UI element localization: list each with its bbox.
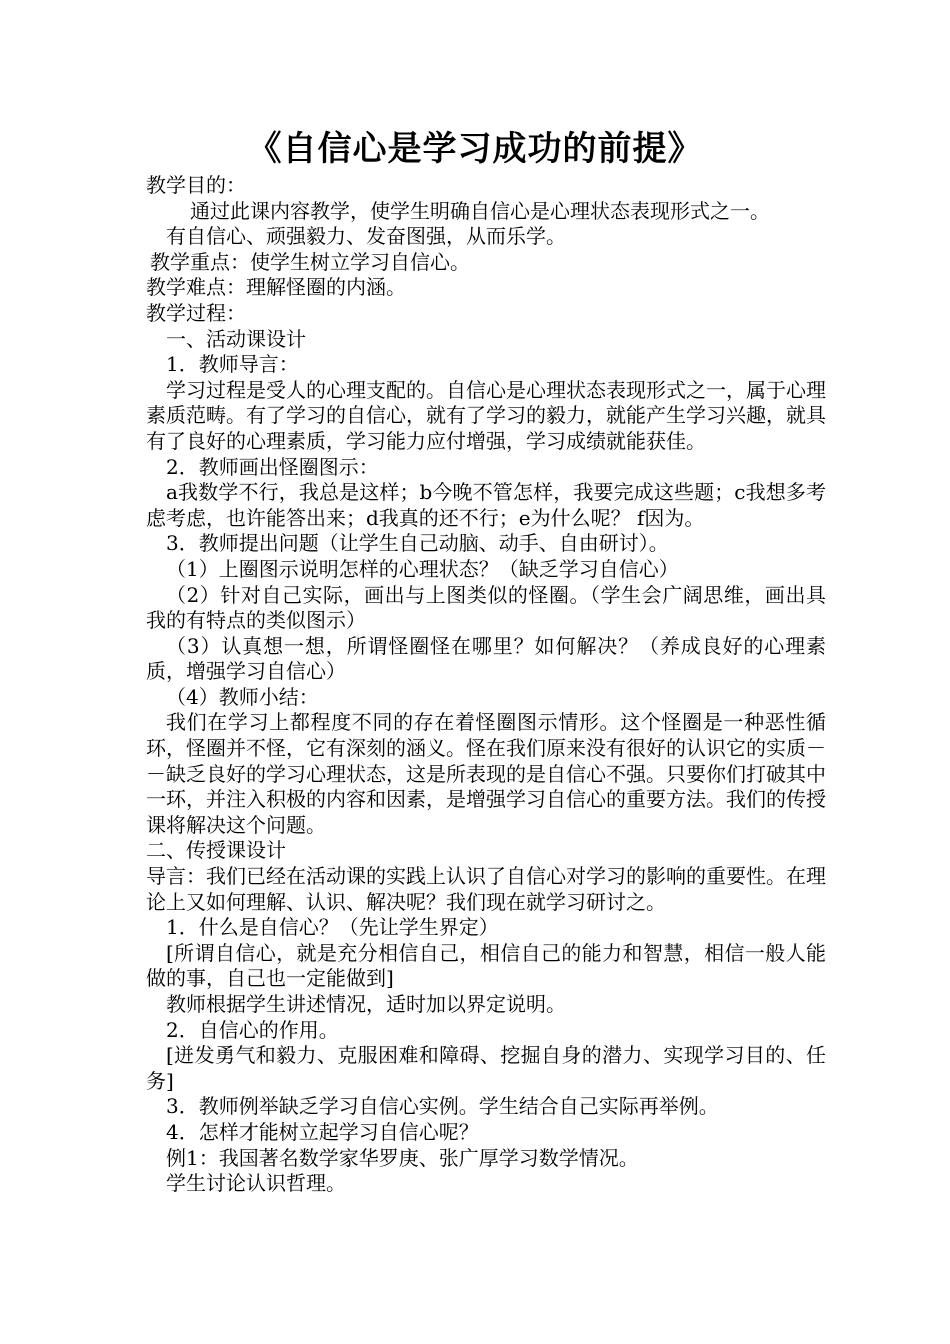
paragraph: （3）认真想一想，所谓怪圈怪在哪里？如何解决？（养成良好的心理素质，增强学习自信心） xyxy=(146,633,826,684)
paragraph: 教学难点：理解怪圈的内涵。 xyxy=(146,275,406,300)
paragraph: 通过此课内容教学，使学生明确自信心是心理状态表现形式之一。 xyxy=(190,198,770,223)
paragraph: 教师根据学生讲述情况，适时加以界定说明。 xyxy=(166,992,566,1016)
paragraph: 1．教师导言： xyxy=(166,352,299,377)
paragraph: a我数学不行，我总是这样；b今晚不管怎样，我要完成这些题；c我想多考虑考虑，也许能答出来；d我真的还不行；e为什么呢？ f因为。 xyxy=(146,480,826,530)
paragraph: 教学重点：使学生树立学习自信心。 xyxy=(150,249,470,274)
paragraph: 我们在学习上都程度不同的存在着怪圈图示情形。这个怪圈是一种恶性循环，怪圈并不怪，它有深刻的涵义。怪在我们原来没有很好的认识它的实质－－缺乏良好的学习心理状态，这是所表现的是自信心不强。只要你们打破其中一环，并注入积极的内容和因素，是增强学习自信心的重要方法。我们的传授课将解决这个问题。 xyxy=(146,710,826,837)
paragraph: 4．怎样才能树立起学习自信心呢？ xyxy=(166,1119,479,1144)
paragraph: （4）教师小结： xyxy=(166,684,319,709)
paragraph: 例1：我国著名数学家华罗庚、张广厚学习数学情况。 xyxy=(166,1145,639,1170)
paragraph: 导言：我们已经在活动课的实践上认识了自信心对学习的影响的重要性。在理论上又如何理解、认识、解决呢？我们现在就学习研讨之。 xyxy=(146,864,826,914)
paragraph: 二、传授课设计 xyxy=(146,838,286,863)
paragraph: 有自信心、顽强毅力、发奋图强，从而乐学。 xyxy=(166,224,566,249)
paragraph: 学习过程是受人的心理支配的。自信心是心理状态表现形式之一，属于心理素质范畴。有了学习的自信心，就有了学习的毅力，就能产生学习兴趣，就具有了良好的心理素质，学习能力应付增强，学习成绩就能获佳。 xyxy=(146,377,826,453)
paragraph: [迸发勇气和毅力、克服困难和障碍、挖掘自身的潜力、实现学习目的、任务] xyxy=(146,1043,826,1093)
paragraph: [所谓自信心，就是充分相信自己，相信自己的能力和智慧，相信一般人能做的事，自己也一定能做到] xyxy=(146,940,826,991)
paragraph: 学生讨论认识哲理。 xyxy=(166,1171,346,1196)
document-title: 《自信心是学习成功的前提》 xyxy=(247,129,703,169)
paragraph: （2）针对自己实际，画出与上图类似的怪圈。（学生会广阔思维，画出具我的有特点的类似图示） xyxy=(146,582,826,633)
paragraph: 3．教师提出问题（让学生自己动脑、动手、自由研讨）。 xyxy=(166,531,669,556)
paragraph: 1．什么是自信心？（先让学生界定） xyxy=(166,915,499,940)
document-body xyxy=(146,173,826,1197)
paragraph: 3．教师例举缺乏学习自信心实例。学生结合自己实际再举例。 xyxy=(166,1094,719,1119)
paragraph: 2．教师画出怪圈图示： xyxy=(166,454,379,479)
paragraph: 教学目的： xyxy=(146,173,246,197)
paragraph: 2．自信心的作用。 xyxy=(166,1017,339,1042)
paragraph: （1）上圈图示说明怎样的心理状态？（缺乏学习自信心） xyxy=(166,556,679,581)
paragraph: 教学过程： xyxy=(146,300,246,325)
paragraph: 一、活动课设计 xyxy=(166,326,306,351)
